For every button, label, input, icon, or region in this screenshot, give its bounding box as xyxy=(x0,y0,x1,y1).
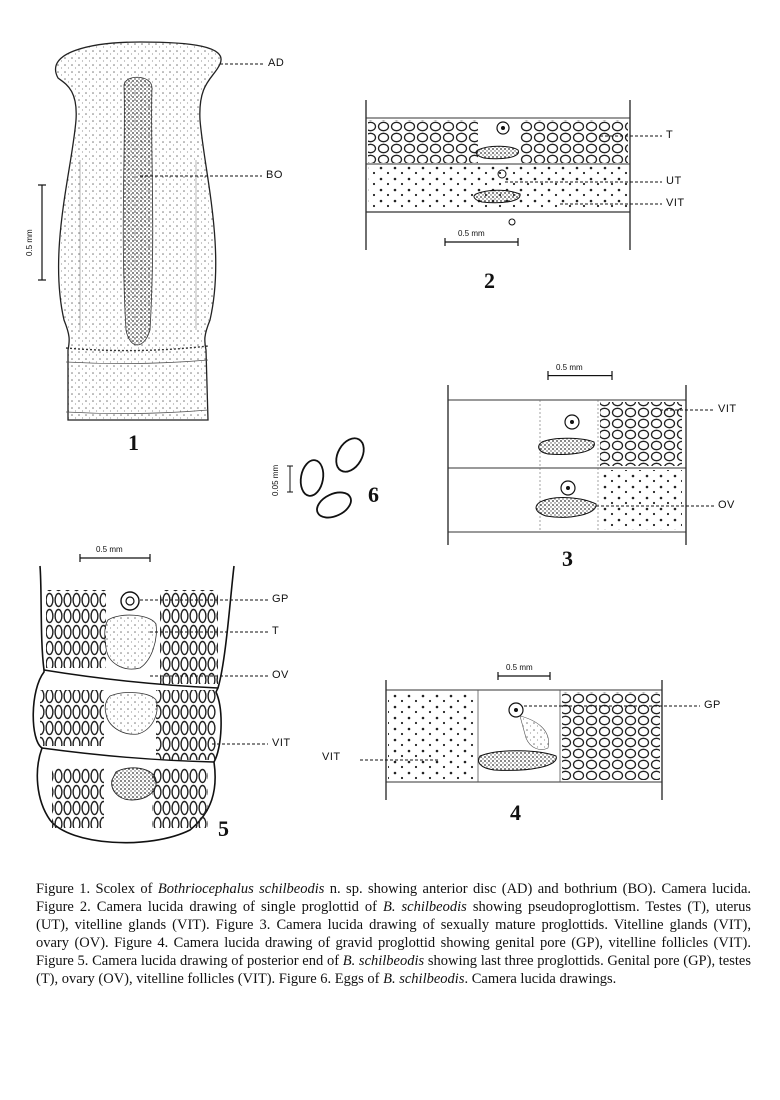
fig5-scale-label: 0.5 mm xyxy=(96,545,123,554)
fig3-proglottids xyxy=(448,371,714,545)
fig2-scale-label: 0.5 mm xyxy=(458,229,485,238)
fig4-scale-label: 0.5 mm xyxy=(506,663,533,672)
fig1-scale-label: 0.5 mm xyxy=(25,229,34,256)
caption-text-5: . Camera lucida drawings. xyxy=(464,971,617,987)
fig2-label-ut: UT xyxy=(666,175,682,187)
fig4-label-gp: GP xyxy=(704,699,721,711)
caption-text-2: n. sp. showing anterior disc (AD) and bothrium (BO). Camera lucida. Figure 2. Camera lucida drawing of single proglottid of xyxy=(36,881,752,915)
fig6-number: 6 xyxy=(368,482,379,507)
caption-species-abbrev-2: B. schilbeodis xyxy=(342,953,425,969)
fig5-label-vit: VIT xyxy=(272,737,291,749)
fig4-number: 4 xyxy=(510,800,521,825)
figure-caption xyxy=(36,880,751,988)
fig6-scale-label: 0.05 mm xyxy=(271,464,280,496)
caption-text-1: Figure 1. Scolex of xyxy=(36,881,158,897)
fig1-label-ad: AD xyxy=(268,57,285,69)
caption-species-abbrev-3: B. schilbeodis xyxy=(383,971,465,987)
caption-text-4: showing last three proglottids. Genital pore (GP), testes (T), ovary (OV), vitelline follicles (VIT). Figure 6. Eggs of xyxy=(36,953,751,987)
caption-species-name: Bothriocephalus schilbeodis xyxy=(157,881,325,897)
fig5-number: 5 xyxy=(218,816,229,841)
fig1-number: 1 xyxy=(128,430,139,455)
fig5-label-ov: OV xyxy=(272,669,289,681)
caption-text-3: showing pseudoproglottism. Testes (T), uterus (UT), vitelline glands (VIT). Figure 3. Camera lucida drawing of sexually mature proglottids. Vitelline glands (VIT), ovary (OV). Figure 4. Camera lucida drawing of gravid proglottid showing genital pore (GP), vitelline follicles (VIT). Figure 5. Camera lucida drawing of posterior end of xyxy=(36,899,752,969)
fig1-scolex xyxy=(38,42,264,420)
fig5-posterior xyxy=(33,554,268,843)
fig2-label-t: T xyxy=(666,129,674,141)
fig1-label-bo: BO xyxy=(266,169,283,181)
fig3-label-ov: OV xyxy=(718,499,735,511)
fig2-label-vit: VIT xyxy=(666,197,685,209)
fig5-label-gp: GP xyxy=(272,593,289,605)
fig3-label-vit: VIT xyxy=(718,403,737,415)
fig5-label-t: T xyxy=(272,625,280,637)
fig2-proglottid xyxy=(366,100,662,250)
caption-species-abbrev-1: B. schilbeodis xyxy=(383,899,467,915)
fig3-scale-label: 0.5 mm xyxy=(556,363,583,372)
fig4-gravid xyxy=(360,672,700,800)
fig4-label-vit: VIT xyxy=(322,751,341,763)
fig2-number: 2 xyxy=(484,268,495,293)
fig6-eggs xyxy=(287,433,369,522)
fig3-number: 3 xyxy=(562,546,573,571)
